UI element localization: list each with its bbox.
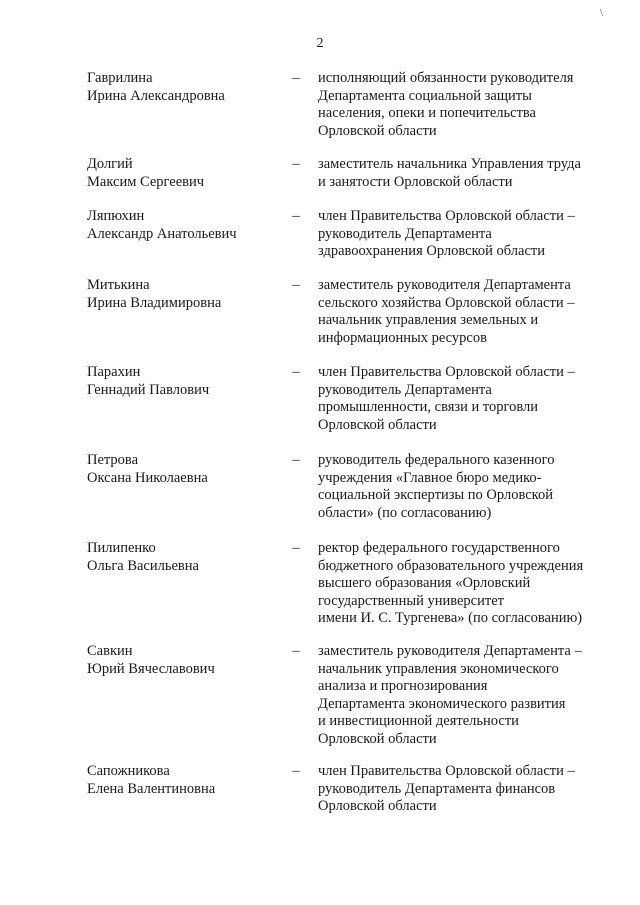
member-name [87, 70, 277, 105]
role-line: имени И. С. Тургенева» (по согласованию) [318, 610, 583, 627]
role-line: Орловской области [318, 122, 437, 139]
member-name [87, 643, 277, 678]
member-name [87, 763, 277, 798]
member-role [318, 452, 618, 522]
member-surname: Ляпюхин [87, 208, 145, 224]
role-line: ректор федерального государственного [318, 540, 560, 556]
member-role [318, 763, 618, 816]
member-role [318, 156, 618, 191]
role-line: руководитель Департамента [318, 225, 492, 242]
role-line: социальной экспертизы по Орловской [318, 487, 553, 504]
role-line: и занятости Орловской области [318, 173, 513, 190]
member-given-names: Юрий Вячеславович [87, 660, 215, 677]
role-line: населения, опеки и попечительства [318, 105, 536, 122]
entry-dash: – [292, 452, 300, 468]
entry-dash: – [292, 643, 300, 659]
member-role [318, 70, 618, 140]
role-line: начальник управления экономического [318, 660, 559, 677]
role-line: исполняющий обязанности руководителя [318, 70, 574, 86]
entry-dash: – [292, 156, 300, 172]
entry-dash: – [292, 763, 300, 779]
member-given-names: Александр Анатольевич [87, 225, 237, 242]
member-surname: Петрова [87, 452, 139, 468]
entry-dash: – [292, 70, 300, 86]
member-name [87, 156, 277, 191]
role-line: заместитель руководителя Департамента – [318, 643, 582, 659]
role-line: здравоохранения Орловской области [318, 243, 545, 260]
role-line: член Правительства Орловской области – [318, 208, 575, 224]
page-number: 2 [316, 36, 324, 51]
role-line: заместитель начальника Управления труда [318, 156, 581, 172]
member-given-names: Максим Сергеевич [87, 173, 205, 190]
member-surname: Долгий [87, 156, 133, 172]
role-line: руководитель Департамента [318, 381, 492, 398]
role-line: анализа и прогнозирования [318, 678, 488, 695]
member-surname: Савкин [87, 643, 133, 659]
member-role [318, 277, 618, 347]
role-line: Орловской области [318, 730, 437, 747]
role-line: Департамента социальной защиты [318, 87, 532, 104]
member-name [87, 452, 277, 487]
role-line: руководитель федерального казенного [318, 452, 555, 468]
role-line: высшего образования «Орловский [318, 575, 531, 592]
member-name [87, 208, 277, 243]
role-line: член Правительства Орловской области – [318, 364, 575, 380]
member-given-names: Елена Валентиновна [87, 780, 216, 797]
role-line: государственный университет [318, 592, 504, 609]
role-line: и инвестиционной деятельности [318, 713, 519, 730]
member-given-names: Оксана Николаевна [87, 469, 208, 486]
role-line: заместитель руководителя Департамента [318, 277, 571, 293]
role-line: учреждения «Главное бюро медико- [318, 469, 542, 486]
member-surname: Пилипенко [87, 540, 156, 556]
member-surname: Митькина [87, 277, 150, 293]
member-surname: Гаврилина [87, 70, 153, 86]
role-line: бюджетного образовательного учреждения [318, 557, 584, 574]
member-name [87, 364, 277, 399]
member-surname: Сапожникова [87, 763, 170, 779]
corner-mark: \ [600, 8, 603, 19]
entry-dash: – [292, 208, 300, 224]
member-given-names: Ольга Васильевна [87, 557, 199, 574]
member-role [318, 364, 618, 434]
member-role [318, 208, 618, 261]
role-line: руководитель Департамента финансов [318, 780, 556, 797]
entry-dash: – [292, 277, 300, 293]
role-line: области» (по согласованию) [318, 504, 492, 521]
member-role [318, 540, 618, 628]
member-surname: Парахин [87, 364, 141, 380]
role-line: информационных ресурсов [318, 329, 487, 346]
member-given-names: Геннадий Павлович [87, 381, 210, 398]
role-line: член Правительства Орловской области – [318, 763, 575, 779]
entry-dash: – [292, 540, 300, 556]
role-line: Орловской области [318, 416, 437, 433]
entry-dash: – [292, 364, 300, 380]
member-name [87, 540, 277, 575]
role-line: Департамента экономического развития [318, 695, 566, 712]
role-line: начальник управления земельных и [318, 312, 539, 329]
role-line: промышленности, связи и торговли [318, 399, 539, 416]
member-role [318, 643, 618, 749]
role-line: Орловской области [318, 798, 437, 815]
member-given-names: Ирина Александровна [87, 87, 225, 104]
role-line: сельского хозяйства Орловской области – [318, 294, 575, 311]
member-name [87, 277, 277, 312]
member-given-names: Ирина Владимировна [87, 294, 222, 311]
